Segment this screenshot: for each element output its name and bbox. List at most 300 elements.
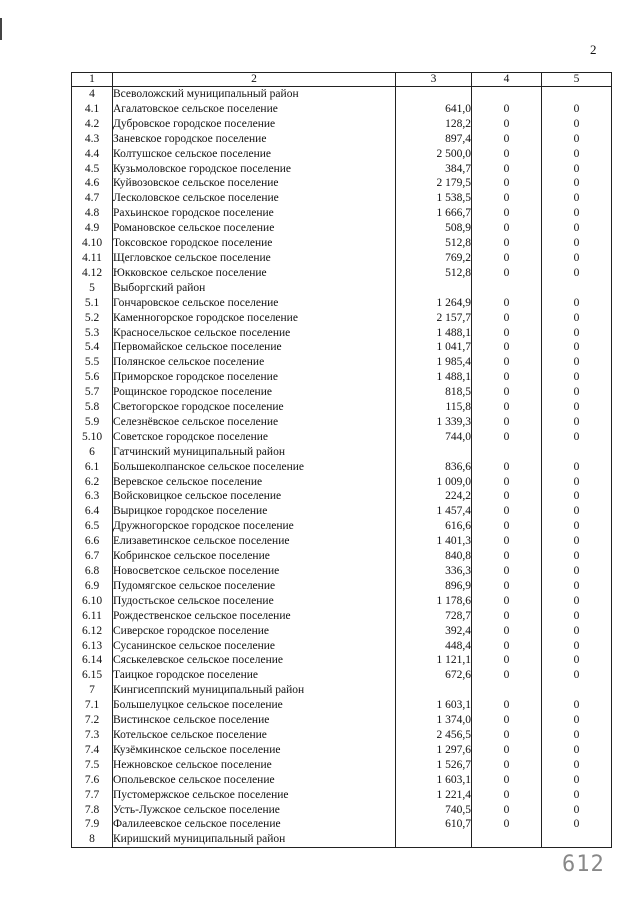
row-name: Щегловское сельское поселение [113,251,396,266]
row-col5: 0 [542,728,612,743]
row-col4: 0 [472,340,542,355]
row-number: 7.9 [72,817,113,832]
table-row [72,788,612,803]
row-value: 1 374,0 [396,713,472,728]
row-value: 836,6 [396,460,472,475]
row-number: 6.15 [72,668,113,683]
row-value: 641,0 [396,102,472,117]
row-number: 7.1 [72,698,113,713]
row-col5: 0 [542,206,612,221]
row-col5: 0 [542,653,612,668]
row-value: 512,8 [396,236,472,251]
row-number: 4.4 [72,147,113,162]
table-row [72,236,612,251]
row-col5: 0 [542,698,612,713]
row-number: 5 [72,281,113,296]
row-col4: 0 [472,460,542,475]
row-col4: 0 [472,773,542,788]
row-value: 1 985,4 [396,355,472,370]
row-col5: 0 [542,370,612,385]
row-name: Большелуцкое сельское поселение [113,698,396,713]
table-row [72,400,612,415]
table-row [72,832,612,847]
row-col5: 0 [542,639,612,654]
row-col5 [542,445,612,460]
row-name: Выборгский район [113,281,396,296]
table-row [72,594,612,609]
row-col5: 0 [542,117,612,132]
table-row [72,713,612,728]
table-row [72,609,612,624]
row-col4: 0 [472,624,542,639]
page-number: 2 [590,42,597,57]
row-name: Войсковицкое сельское поселение [113,489,396,504]
row-col4: 0 [472,206,542,221]
row-number: 4.9 [72,221,113,236]
row-value: 1 488,1 [396,326,472,341]
row-name: Опольевское сельское поселение [113,773,396,788]
row-value: 672,6 [396,668,472,683]
table-row [72,519,612,534]
column-header-5: 5 [542,73,612,87]
row-col4: 0 [472,788,542,803]
row-name: Кингисеппский муниципальный район [113,683,396,698]
table-row [72,564,612,579]
row-number: 5.9 [72,415,113,430]
row-value: 1 488,1 [396,370,472,385]
row-value: 1 221,4 [396,788,472,803]
row-col5: 0 [542,534,612,549]
row-value: 1 603,1 [396,698,472,713]
row-col5: 0 [542,549,612,564]
row-col5: 0 [542,788,612,803]
row-name: Романовское сельское поселение [113,221,396,236]
row-number: 6.7 [72,549,113,564]
row-number: 6.3 [72,489,113,504]
row-value [396,87,472,102]
table-header-row [72,73,612,87]
row-number: 4.11 [72,251,113,266]
row-col4: 0 [472,475,542,490]
row-col4: 0 [472,176,542,191]
table-row [72,266,612,281]
row-value: 1 041,7 [396,340,472,355]
row-number: 4.5 [72,162,113,177]
row-col5: 0 [542,460,612,475]
row-name: Светогорское городское поселение [113,400,396,415]
row-name: Заневское городское поселение [113,132,396,147]
row-name: Усть-Лужское сельское поселение [113,803,396,818]
row-name: Приморское городское поселение [113,370,396,385]
row-col5: 0 [542,236,612,251]
row-name: Нежновское сельское поселение [113,758,396,773]
row-col4: 0 [472,653,542,668]
table-row [72,296,612,311]
row-col4: 0 [472,534,542,549]
row-number: 4 [72,87,113,102]
row-name: Дубровское городское поселение [113,117,396,132]
row-col4: 0 [472,489,542,504]
row-col5: 0 [542,102,612,117]
row-number: 4.8 [72,206,113,221]
table-row [72,176,612,191]
row-value: 1 297,6 [396,743,472,758]
row-number: 7.2 [72,713,113,728]
row-name: Полянское сельское поселение [113,355,396,370]
row-col5: 0 [542,803,612,818]
row-name: Сусанинское сельское поселение [113,639,396,654]
row-col5: 0 [542,504,612,519]
row-value: 1 264,9 [396,296,472,311]
row-col4: 0 [472,191,542,206]
column-header-4: 4 [472,73,542,87]
row-number: 5.5 [72,355,113,370]
row-value: 1 339,3 [396,415,472,430]
row-name: Токсовское городское поселение [113,236,396,251]
table-row [72,624,612,639]
row-number: 6.14 [72,653,113,668]
table-row [72,549,612,564]
row-col5: 0 [542,430,612,445]
row-value: 1 401,3 [396,534,472,549]
row-value: 2 179,5 [396,176,472,191]
row-col4: 0 [472,400,542,415]
row-col4: 0 [472,296,542,311]
row-col4: 0 [472,519,542,534]
row-value: 728,7 [396,609,472,624]
row-name: Рождественское сельское поселение [113,609,396,624]
row-col4: 0 [472,415,542,430]
row-value: 1 603,1 [396,773,472,788]
row-number: 5.10 [72,430,113,445]
table-row [72,326,612,341]
row-name: Колтушское сельское поселение [113,147,396,162]
row-name: Вырицкое городское поселение [113,504,396,519]
row-number: 5.4 [72,340,113,355]
row-col4: 0 [472,594,542,609]
row-col5: 0 [542,624,612,639]
row-col5: 0 [542,758,612,773]
row-number: 6.4 [72,504,113,519]
table-row [72,251,612,266]
row-name: Дружногорское городское поселение [113,519,396,534]
row-name: Киришский муниципальный район [113,832,396,847]
row-col5: 0 [542,609,612,624]
row-number: 5.3 [72,326,113,341]
row-col5: 0 [542,340,612,355]
row-number: 6.8 [72,564,113,579]
row-value: 2 456,5 [396,728,472,743]
table-row [72,489,612,504]
row-col4: 0 [472,117,542,132]
column-header-2: 2 [113,73,396,87]
row-name: Красносельское сельское поселение [113,326,396,341]
row-col4: 0 [472,430,542,445]
row-number: 6.12 [72,624,113,639]
row-value: 897,4 [396,132,472,147]
row-name: Гончаровское сельское поселение [113,296,396,311]
row-col4: 0 [472,385,542,400]
row-value: 448,4 [396,639,472,654]
row-col4: 0 [472,549,542,564]
row-col4: 0 [472,370,542,385]
row-col4: 0 [472,251,542,266]
row-col4: 0 [472,639,542,654]
row-col4: 0 [472,355,542,370]
row-name: Кобринское сельское поселение [113,549,396,564]
row-col5 [542,87,612,102]
row-value: 744,0 [396,430,472,445]
table-row [72,743,612,758]
table-row [72,445,612,460]
table-row [72,639,612,654]
row-col4: 0 [472,758,542,773]
row-col5 [542,832,612,847]
row-name: Таицкое городское поселение [113,668,396,683]
column-header-3: 3 [396,73,472,87]
row-value: 740,5 [396,803,472,818]
row-col4 [472,445,542,460]
table-row [72,221,612,236]
row-value: 512,8 [396,266,472,281]
row-number: 4.10 [72,236,113,251]
row-col4 [472,281,542,296]
row-name: Сяськелевское сельское поселение [113,653,396,668]
row-number: 4.7 [72,191,113,206]
row-value [396,445,472,460]
table-row [72,728,612,743]
row-value: 2 500,0 [396,147,472,162]
row-value: 840,8 [396,549,472,564]
row-number: 7.4 [72,743,113,758]
row-col5: 0 [542,251,612,266]
row-value [396,832,472,847]
row-value: 1 457,4 [396,504,472,519]
row-number: 5.6 [72,370,113,385]
row-col4 [472,87,542,102]
table-row [72,117,612,132]
table-row [72,162,612,177]
row-number: 4.1 [72,102,113,117]
row-value: 818,5 [396,385,472,400]
row-number: 5.7 [72,385,113,400]
table-row [72,817,612,832]
row-col5 [542,683,612,698]
row-col5: 0 [542,415,612,430]
row-col4 [472,683,542,698]
row-col4: 0 [472,579,542,594]
table-row [72,653,612,668]
row-col5: 0 [542,743,612,758]
row-name: Елизаветинское сельское поселение [113,534,396,549]
row-col4: 0 [472,326,542,341]
row-col5: 0 [542,162,612,177]
table-row [72,102,612,117]
row-name: Большеколпанское сельское поселение [113,460,396,475]
row-number: 6.2 [72,475,113,490]
row-number: 4.6 [72,176,113,191]
table-row [72,683,612,698]
row-col4: 0 [472,102,542,117]
row-name: Юкковское сельское поселение [113,266,396,281]
row-col4: 0 [472,311,542,326]
row-name: Кузёмкинское сельское поселение [113,743,396,758]
row-col5: 0 [542,385,612,400]
row-col5: 0 [542,311,612,326]
row-value: 508,9 [396,221,472,236]
row-value: 1 178,6 [396,594,472,609]
row-col5: 0 [542,221,612,236]
row-name: Сиверское городское поселение [113,624,396,639]
row-value: 1 526,7 [396,758,472,773]
row-name: Каменногорское городское поселение [113,311,396,326]
row-number: 7 [72,683,113,698]
row-col4: 0 [472,728,542,743]
table-row [72,773,612,788]
page-stamp: 612 [562,852,605,877]
row-name: Селезнёвское сельское поселение [113,415,396,430]
row-col5 [542,281,612,296]
table-row [72,758,612,773]
row-name: Пудомягское сельское поселение [113,579,396,594]
row-value: 616,6 [396,519,472,534]
row-number: 7.3 [72,728,113,743]
row-value: 384,7 [396,162,472,177]
row-value: 1 009,0 [396,475,472,490]
table-row [72,534,612,549]
row-col5: 0 [542,355,612,370]
table-row [72,147,612,162]
table-row [72,504,612,519]
row-value: 1 666,7 [396,206,472,221]
row-col5: 0 [542,475,612,490]
row-number: 6.11 [72,609,113,624]
row-number: 5.1 [72,296,113,311]
table-row [72,206,612,221]
row-value [396,683,472,698]
row-name: Кузьмоловское городское поселение [113,162,396,177]
row-name: Советское городское поселение [113,430,396,445]
row-col5: 0 [542,132,612,147]
row-value: 392,4 [396,624,472,639]
row-col4: 0 [472,236,542,251]
row-value: 128,2 [396,117,472,132]
row-number: 7.5 [72,758,113,773]
table-row [72,370,612,385]
row-value [396,281,472,296]
table-row [72,415,612,430]
row-number: 6.9 [72,579,113,594]
table-row [72,191,612,206]
row-col4: 0 [472,609,542,624]
row-value: 224,2 [396,489,472,504]
row-col4: 0 [472,147,542,162]
table-row [72,475,612,490]
row-name: Агалатовское сельское поселение [113,102,396,117]
row-col5: 0 [542,296,612,311]
row-name: Всеволожский муниципальный район [113,87,396,102]
data-table [71,72,612,848]
row-number: 4.12 [72,266,113,281]
column-header-1: 1 [72,73,113,87]
row-col5: 0 [542,147,612,162]
row-name: Вистинское сельское поселение [113,713,396,728]
row-number: 4.3 [72,132,113,147]
table-row [72,430,612,445]
row-col4: 0 [472,743,542,758]
row-value: 1 121,1 [396,653,472,668]
row-value: 336,3 [396,564,472,579]
row-number: 6.1 [72,460,113,475]
table-row [72,579,612,594]
row-number: 6.13 [72,639,113,654]
row-col4 [472,832,542,847]
row-name: Новосветское сельское поселение [113,564,396,579]
row-col4: 0 [472,803,542,818]
row-col4: 0 [472,162,542,177]
row-col4: 0 [472,504,542,519]
row-name: Лесколовское сельское поселение [113,191,396,206]
row-number: 6.6 [72,534,113,549]
row-col5: 0 [542,594,612,609]
row-value: 896,9 [396,579,472,594]
row-name: Фалилеевское сельское поселение [113,817,396,832]
table-row [72,340,612,355]
row-col5: 0 [542,400,612,415]
row-value: 1 538,5 [396,191,472,206]
table-row [72,385,612,400]
row-value: 610,7 [396,817,472,832]
row-col5: 0 [542,191,612,206]
row-number: 6 [72,445,113,460]
row-name: Пустомержское сельское поселение [113,788,396,803]
row-col5: 0 [542,266,612,281]
row-value: 2 157,7 [396,311,472,326]
scan-edge-mark [0,18,2,40]
row-col5: 0 [542,773,612,788]
row-col4: 0 [472,266,542,281]
row-name: Гатчинский муниципальный район [113,445,396,460]
row-number: 5.8 [72,400,113,415]
row-col5: 0 [542,817,612,832]
row-col4: 0 [472,221,542,236]
row-col4: 0 [472,564,542,579]
row-number: 8 [72,832,113,847]
row-col5: 0 [542,326,612,341]
row-col5: 0 [542,519,612,534]
row-number: 6.5 [72,519,113,534]
row-name: Куйвозовское сельское поселение [113,176,396,191]
row-name: Рахьинское городское поселение [113,206,396,221]
row-number: 7.8 [72,803,113,818]
row-col5: 0 [542,489,612,504]
row-name: Веревское сельское поселение [113,475,396,490]
table-row [72,311,612,326]
table-row [72,668,612,683]
row-col4: 0 [472,668,542,683]
table-row [72,87,612,102]
row-number: 6.10 [72,594,113,609]
table-row [72,460,612,475]
row-col4: 0 [472,132,542,147]
table-row [72,803,612,818]
row-number: 7.7 [72,788,113,803]
table-row [72,355,612,370]
row-name: Котельское сельское поселение [113,728,396,743]
row-col4: 0 [472,817,542,832]
row-name: Рощинское городское поселение [113,385,396,400]
row-col5: 0 [542,579,612,594]
